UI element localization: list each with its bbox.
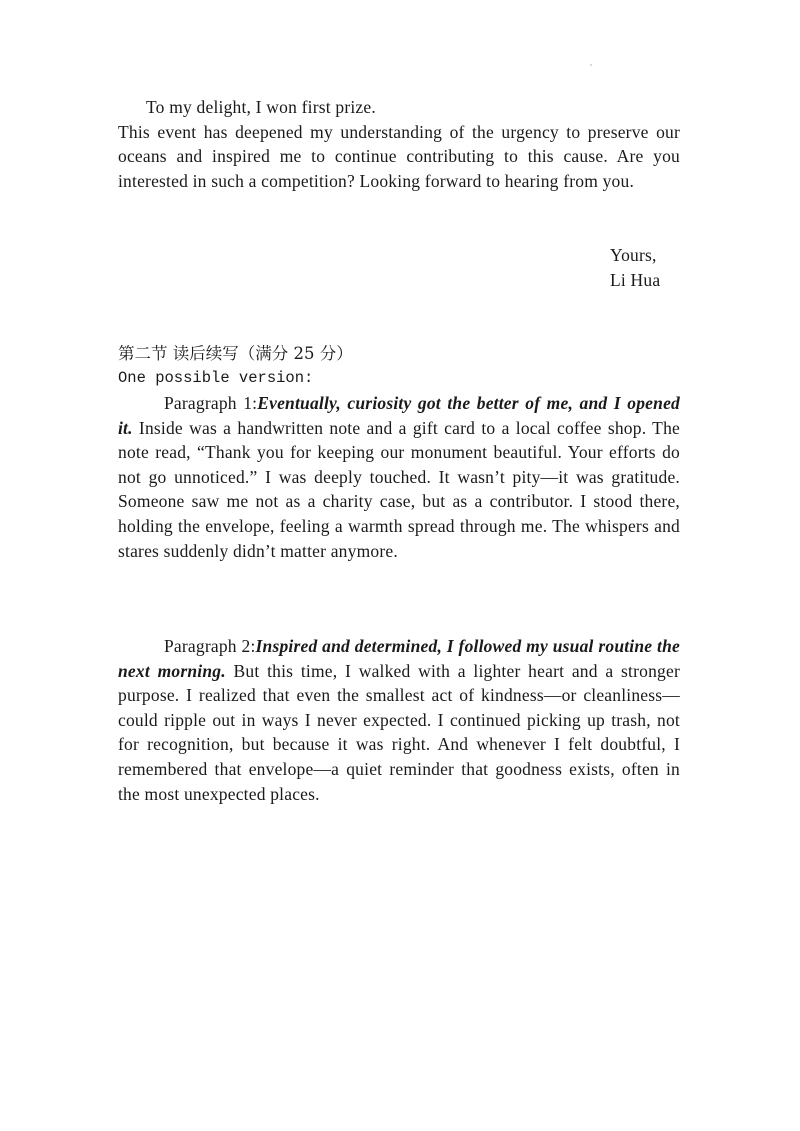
paragraph-1-opening: Eventually, curiosity got the better of me, and I opened it.: [118, 393, 681, 438]
paragraph-1-body: Inside was a handwritten note and a gift card to a local coffee shop. The note read, “Thank you for keeping our monument beautiful. Your efforts do not go unnoticed.” I was deeply touched. It wasn’t pity—it was gratitude. Someone saw me not as a charity case, but as a contributor. I stood there, holding the envelope, feeling a warmth spread through me. The whispers and stares suddenly didn’t matter anymore.: [118, 417, 680, 561]
scan-speck: [590, 64, 592, 66]
letter-signoff: [610, 243, 660, 292]
letter-paragraph: This event has deepened my understanding of the urgency to preserve our oceans and inspired me to continue contributing to this cause. Are you interested in such a competition? Looking forward to hearing from you.: [118, 121, 680, 191]
paragraph-1: [118, 391, 680, 563]
letter-closing: Yours,: [610, 245, 657, 265]
letter-body: [118, 95, 680, 193]
version-label: One possible version:: [118, 369, 314, 387]
paragraph-1-label: Paragraph 1:: [164, 393, 258, 413]
paragraph-2-body: But this time, I walked with a lighter heart and a stronger purpose. I realized that even the smallest act of kindness—or cleanliness—could ripple out in ways I never expected. I continued picking up trash, not for recognition, but because it was right. And whenever I felt doubtful, I remembered that envelope—a quiet reminder that goodness exists, often in the most unexpected places.: [118, 660, 680, 804]
paragraph-2: [118, 634, 680, 806]
section-heading: 第二节 读后续写（满分 25 分）: [118, 344, 353, 363]
paragraph-2-label: Paragraph 2:: [164, 636, 256, 656]
letter-first-line: To my delight, I won first prize.: [146, 97, 376, 117]
paragraph-2-opening: Inspired and determined, I followed my usual routine the next morning.: [118, 636, 680, 681]
letter-signature: Li Hua: [610, 269, 661, 290]
